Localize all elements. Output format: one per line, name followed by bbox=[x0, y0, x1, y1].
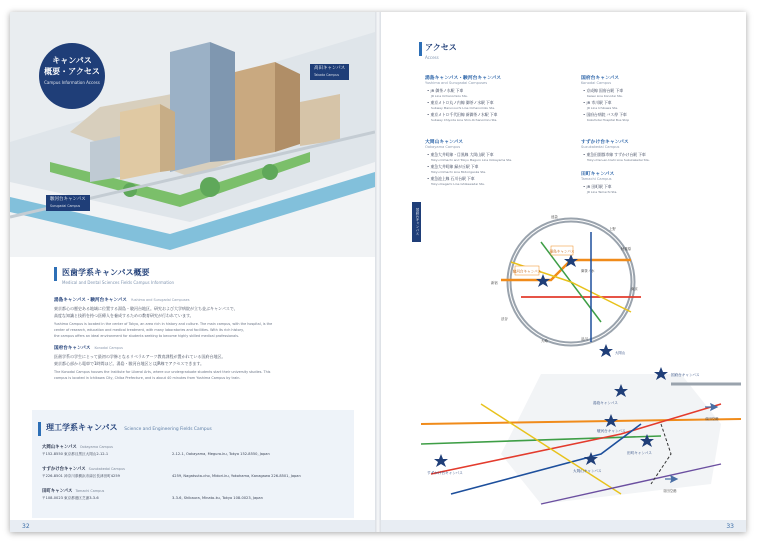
access-subtitle: Access bbox=[425, 55, 439, 60]
badge-title-line1: キャンパス bbox=[52, 56, 92, 65]
sci-addr-en: 2-12-1, Ookayama, Meguro-ku, Tokyo 152-8550, Japan bbox=[172, 452, 270, 456]
med-section-title: 医歯学系キャンパス概要 bbox=[62, 268, 150, 277]
route-line-en: Tokyu Ikegami Line Ishikawadai Sta. bbox=[431, 182, 485, 186]
section-badge bbox=[39, 43, 105, 109]
access-title: アクセス bbox=[425, 43, 457, 52]
map-tag-sub: Takada Campus bbox=[314, 73, 340, 77]
ring-station-label: 上野 bbox=[609, 227, 616, 231]
route-heading-en: Konodai Campus bbox=[581, 81, 612, 85]
route-campus-label: 国府台キャンパス bbox=[671, 373, 700, 377]
route-line: • 東急大井町線・目黒線 大岡山駅 下車 bbox=[427, 152, 494, 157]
med2-jp-line-2: 東京都心部から電車で1時間ほど。湯島・駿河台地区とはJR線でアクセスできます。 bbox=[54, 361, 205, 366]
left-page bbox=[10, 12, 375, 532]
badge-title-line2: 概要・アクセス bbox=[44, 67, 100, 76]
med2-en-line-2: campus is located in Ichikawa City, Chiba Prefecture, and is about 40 minutes from Yushima Campus by train. bbox=[54, 376, 241, 380]
route-line: • 東京メトロ丸ノ内線 御茶ノ水駅 下車 bbox=[427, 100, 494, 105]
ring-station-label: 渋谷 bbox=[501, 317, 508, 321]
route-line-en: Tokyu Den-en-toshi Line Suzukakedai Sta. bbox=[587, 158, 650, 162]
sci-campus-en: Ookayama Campus bbox=[79, 445, 113, 449]
star-icon bbox=[536, 274, 550, 287]
route-heading-tamachi: 田町キャンパス bbox=[581, 172, 615, 177]
sci-addr-jp: 〒226-8501 神奈川県横浜市緑区長津田町4259 bbox=[42, 474, 120, 478]
route-line-en: JR Line Tamachi Sta. bbox=[587, 190, 618, 194]
route-line-en: Subway Marunouchi Line Ochanomizu Sta. bbox=[431, 106, 496, 110]
sci-addr-jp: 〒108-0023 東京都港区芝浦3-3-6 bbox=[42, 496, 99, 500]
sci-campus-en: Suzukakedai Campus bbox=[88, 467, 125, 471]
route-heading-yushima: 湯島キャンパス・駿河台キャンパス bbox=[425, 76, 502, 81]
access-accent-bar bbox=[419, 42, 422, 56]
map-tag-label: 高田キャンパス bbox=[314, 66, 346, 71]
route-line-en: JR Line Ichikawa Sta. bbox=[587, 106, 619, 110]
med2-jp-line-1: 医歯学系の学生にとって最初の学修となるリベラルアーツ教育課程が置かれている国府台地区。 bbox=[54, 354, 226, 359]
med-en-line-1: Yushima Campus is located in the center of Tokyo, an area rich in history and culture. The main campus, with the hospital, is the bbox=[54, 322, 273, 326]
sci-subtitle-text: Science and Engineering Fields Campus bbox=[124, 427, 212, 432]
sci-campus-ookayama bbox=[42, 444, 113, 450]
med-en-line-3: the campus offers an ideal environment for students seeking to become highly skilled medical professionals. bbox=[54, 334, 240, 338]
route-line: • 京成線 国府台駅 下車 bbox=[583, 88, 624, 93]
ring-station-label: 池袋 bbox=[551, 215, 558, 219]
route-heading-en: Tamachi Campus bbox=[581, 177, 612, 181]
sci-campus-name: 田町キャンパス bbox=[42, 489, 73, 494]
med-jp-line-1: 東京都心の歴史ある地域に位置する湯島・駿河台地区。研究および大学病院が立ち並ぶキャンパスで、 bbox=[54, 306, 238, 311]
right-page bbox=[381, 12, 746, 532]
med-campus2-en: Konodai Campus bbox=[94, 346, 123, 350]
route-heading-en: Ookayama Campus bbox=[425, 145, 461, 149]
route-line-en: Tokyu Oimachi and Tokyu Meguro Line Ookayama Sta. bbox=[431, 158, 513, 162]
route-heading-en: Suzukakedai Campus bbox=[581, 145, 620, 149]
ring-station-label: 大岡山 bbox=[615, 351, 626, 355]
route-campus-label: 田町キャンパス bbox=[627, 451, 652, 455]
med-campus1-name: 湯島キャンパス・駿河台キャンパス bbox=[54, 298, 127, 303]
left-footer-band bbox=[10, 520, 375, 532]
map-tag-sub: Surugadai Campus bbox=[50, 204, 81, 208]
sci-section-title bbox=[46, 422, 212, 433]
route-line: • 東京メトロ千代田線 新御茶ノ水駅 下車 bbox=[427, 112, 498, 117]
airport-label: 成田空港 bbox=[705, 417, 719, 421]
route-heading-suzukakedai: すずかけ台キャンパス bbox=[581, 140, 629, 145]
route-line: • JR 田町駅 下車 bbox=[583, 184, 612, 189]
right-footer-band bbox=[381, 520, 746, 532]
star-icon bbox=[599, 344, 613, 357]
brochure-spread bbox=[10, 12, 746, 532]
route-campus-label: 湯島キャンパス bbox=[593, 401, 618, 405]
ring-station-label: 湯島キャンパス bbox=[549, 249, 575, 254]
map-tag-label: 駿河台キャンパス bbox=[50, 197, 86, 202]
route-line: • 国府台病院 バス停 下車 bbox=[583, 112, 627, 117]
badge-subtitle: Campus Information Access bbox=[44, 80, 100, 85]
page-number-left: 32 bbox=[22, 523, 30, 530]
med-en-line-2: center of research, education and medical treatment, with many laboratories and facilities. With its rich history, bbox=[54, 328, 245, 332]
sci-accent-bar bbox=[38, 422, 41, 436]
sci-addr-en: 4259, Nagatsuta-cho, Midori-ku, Yokohama, Kanagawa 226-8501, Japan bbox=[172, 474, 301, 478]
route-campus-label: 大岡山キャンパス bbox=[573, 469, 602, 473]
med-campus1-en: Yushima and Surugadai Campuses bbox=[130, 298, 190, 302]
med-campus2-heading bbox=[54, 345, 123, 351]
ring-station-label: 秋葉原 bbox=[621, 247, 632, 251]
route-line-en: Tokyu Oimachi Line Midorigaoka Sta. bbox=[431, 170, 487, 174]
sci-campus-en: Tamachi Campus bbox=[75, 489, 105, 493]
campus-aerial-illustration bbox=[10, 12, 375, 257]
section-accent-bar bbox=[54, 267, 57, 281]
route-line-en: Subway Chiyoda Line Shin-Ochanomizu Sta. bbox=[431, 118, 498, 122]
ring-station-label: 駿河台キャンパス bbox=[512, 269, 542, 274]
route-line: • 東急大井町線 緑が丘駅 下車 bbox=[427, 164, 479, 169]
route-line: • JR 市川駅 下車 bbox=[583, 100, 612, 105]
route-campus-label: すずかけ台キャンパス bbox=[427, 471, 463, 475]
med-campus1-heading bbox=[54, 297, 189, 303]
med-jp-line-2: 高度な知識と技術を持つ医療人を養成するための教育研究が行われています。 bbox=[54, 313, 194, 318]
ring-station-label: 新宿 bbox=[491, 281, 498, 285]
page-number-right: 33 bbox=[726, 523, 734, 530]
sci-section-box bbox=[32, 410, 354, 518]
med-campus2-name: 国府台キャンパス bbox=[54, 346, 91, 351]
route-campus-label: 駿河台キャンパス bbox=[597, 429, 626, 433]
route-heading-en: Yushima and Surugadai Campuses bbox=[425, 81, 488, 85]
med2-en-line-1: The Konodai Campus houses the Institute for Liberal Arts, where our undergraduate students start their university studies. This bbox=[54, 370, 271, 374]
rail-ring-map bbox=[481, 202, 661, 362]
route-line-en: Kokufudai Hospital Bus Stop bbox=[587, 118, 630, 122]
med-section-subtitle: Medical and Dental Sciences Fields Campus Information bbox=[62, 280, 175, 285]
sci-campus-name: すずかけ台キャンパス bbox=[42, 467, 86, 472]
sci-campus-suzukakedai bbox=[42, 466, 125, 472]
sci-campus-tamachi bbox=[42, 488, 104, 494]
airport-label: 羽田空港 bbox=[663, 489, 677, 493]
route-line-en: JR Line Ochanomizu Sta. bbox=[431, 94, 468, 98]
ring-station-label: 大崎 bbox=[541, 339, 548, 343]
ring-station-label: 御茶ノ水 bbox=[581, 269, 595, 273]
sci-title-text: 理工学系キャンパス bbox=[46, 423, 118, 432]
map-tag-surugadai bbox=[46, 195, 90, 211]
ring-station-label: 東京 bbox=[631, 287, 638, 291]
route-line: • JR 御茶ノ水駅 下車 bbox=[427, 88, 464, 93]
sci-campus-name: 大岡山キャンパス bbox=[42, 445, 77, 450]
ring-station-label: 品川 bbox=[581, 337, 588, 341]
route-line: • 東急池上線 石川台駅 下車 bbox=[427, 176, 475, 181]
sci-addr-en: 3-3-6, Shibaura, Minato-ku, Tokyo 108-0023, Japan bbox=[172, 496, 263, 500]
sci-addr-jp: 〒152-8550 東京都目黒区大岡山2-12-1 bbox=[42, 452, 109, 456]
route-heading-konodai: 国府台キャンパス bbox=[581, 76, 620, 81]
route-line: • 東急田園都市線 すずかけ台駅 下車 bbox=[583, 152, 646, 157]
map-tag-takada bbox=[310, 64, 349, 80]
map-vertical-label: 国府台キャンパス bbox=[412, 202, 421, 242]
regional-route-map bbox=[421, 364, 741, 514]
route-line-en: Keisei Line Konodai Sta. bbox=[587, 94, 623, 98]
route-heading-ookayama: 大岡山キャンパス bbox=[425, 140, 464, 145]
